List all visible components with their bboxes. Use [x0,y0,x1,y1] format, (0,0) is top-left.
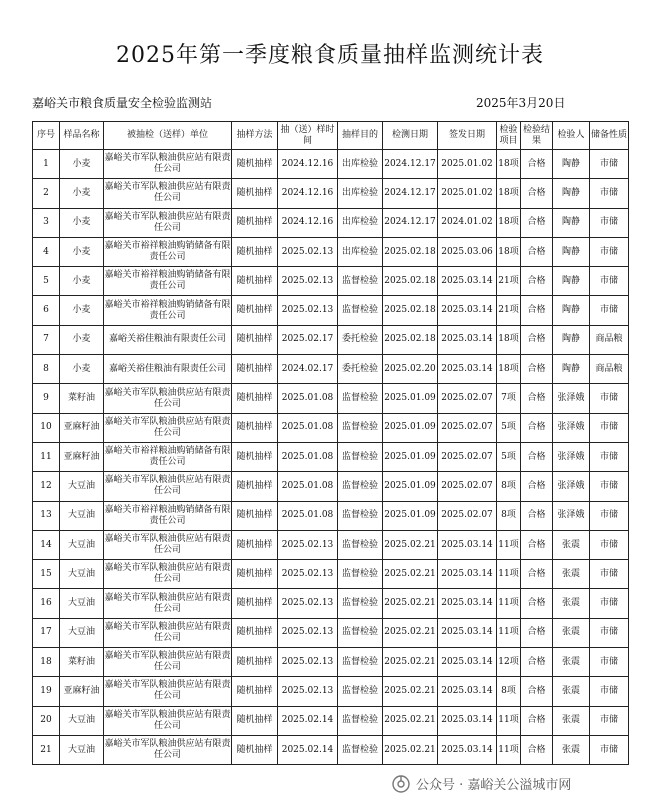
cell-purpose: 监督检验 [338,267,383,296]
cell-items: 5项 [497,413,521,442]
cell-items: 18项 [497,237,521,266]
cell-sample-name: 大豆油 [60,589,104,618]
cell-unit: 嘉峪关市裕祥粮油购销储备有限责任公司 [104,442,232,471]
cell-unit: 嘉峪关市军队粮油供应站有限责任公司 [104,150,232,179]
table-row [33,530,629,559]
cell-items: 18项 [497,325,521,354]
cell-test-date: 2025.01.09 [383,413,438,442]
cell-issue-date: 2025.03.14 [438,618,497,647]
cell-inspector: 张震 [553,677,590,706]
cell-purpose: 出库检验 [338,150,383,179]
cell-test-date: 2025.02.18 [383,296,438,325]
cell-result: 合格 [521,735,553,764]
cell-inspector: 张震 [553,618,590,647]
cell-method: 随机抽样 [232,208,278,237]
cell-purpose: 出库检验 [338,208,383,237]
table-row [33,150,629,179]
cell-items: 21项 [497,296,521,325]
cell-purpose: 监督检验 [338,472,383,501]
cell-items: 7项 [497,384,521,413]
table-row [33,208,629,237]
watermark-text: 公众号 · 嘉峪关公溢城市网 [416,778,572,793]
cell-purpose: 监督检验 [338,384,383,413]
cell-method: 随机抽样 [232,677,278,706]
cell-items: 11项 [497,735,521,764]
cell-result: 合格 [521,648,553,677]
cell-issue-date: 2025.03.14 [438,560,497,589]
cell-inspector: 陶静 [553,296,590,325]
cell-sampling-time: 2025.01.08 [278,442,338,471]
cell-sample-name: 大豆油 [60,735,104,764]
cell-unit: 嘉峪关市军队粮油供应站有限责任公司 [104,735,232,764]
cell-items: 18项 [497,208,521,237]
header-inspector: 检验人 [553,122,590,150]
cell-unit: 嘉峪关市裕祥粮油购销储备有限责任公司 [104,296,232,325]
cell-sampling-time: 2025.02.14 [278,706,338,735]
cell-items: 11项 [497,560,521,589]
cell-reserve-type: 市储 [590,530,629,559]
cell-seq: 15 [33,560,60,589]
cell-sampling-time: 2025.02.13 [278,237,338,266]
cell-reserve-type: 市储 [590,618,629,647]
cell-seq: 16 [33,589,60,618]
cell-seq: 5 [33,267,60,296]
cell-inspector: 张泽娥 [553,413,590,442]
cell-sampling-time: 2025.02.13 [278,296,338,325]
sampling-table [32,121,629,765]
cell-method: 随机抽样 [232,237,278,266]
cell-method: 随机抽样 [232,179,278,208]
cell-reserve-type: 市储 [590,501,629,530]
cell-seq: 10 [33,413,60,442]
cell-issue-date: 2025.03.14 [438,677,497,706]
cell-purpose: 委托检验 [338,325,383,354]
cell-inspector: 张震 [553,589,590,618]
table-row [33,179,629,208]
cell-unit: 嘉峪关市军队粮油供应站有限责任公司 [104,560,232,589]
cell-test-date: 2025.02.18 [383,237,438,266]
cell-purpose: 监督检验 [338,648,383,677]
cell-items: 8项 [497,472,521,501]
cell-sample-name: 大豆油 [60,618,104,647]
header-unit: 被抽检（送样）单位 [104,122,232,150]
cell-method: 随机抽样 [232,325,278,354]
cell-sample-name: 大豆油 [60,530,104,559]
cell-purpose: 监督检验 [338,413,383,442]
cell-sample-name: 大豆油 [60,472,104,501]
cell-test-date: 2024.12.17 [383,208,438,237]
cell-seq: 7 [33,325,60,354]
table-row [33,589,629,618]
cell-sampling-time: 2025.02.13 [278,618,338,647]
cell-test-date: 2025.01.09 [383,501,438,530]
cell-reserve-type: 市储 [590,677,629,706]
cell-reserve-type: 商品粮 [590,355,629,384]
cell-sampling-time: 2024.12.16 [278,150,338,179]
cell-issue-date: 2025.03.14 [438,355,497,384]
cell-seq: 2 [33,179,60,208]
cell-inspector: 陶静 [553,237,590,266]
cell-items: 11项 [497,589,521,618]
cell-issue-date: 2025.02.07 [438,384,497,413]
cell-unit: 嘉峪关市军队粮油供应站有限责任公司 [104,589,232,618]
cell-inspector: 陶静 [553,208,590,237]
cell-sampling-time: 2025.02.13 [278,677,338,706]
cell-unit: 嘉峪关市裕祥粮油购销储备有限责任公司 [104,267,232,296]
cell-sampling-time: 2025.01.08 [278,413,338,442]
cell-method: 随机抽样 [232,267,278,296]
cell-test-date: 2025.02.21 [383,706,438,735]
cell-unit: 嘉峪关市军队粮油供应站有限责任公司 [104,208,232,237]
cell-test-date: 2025.01.09 [383,442,438,471]
cell-items: 12项 [497,648,521,677]
cell-seq: 14 [33,530,60,559]
cell-test-date: 2025.02.18 [383,267,438,296]
cell-unit: 嘉峪关市军队粮油供应站有限责任公司 [104,648,232,677]
cell-result: 合格 [521,677,553,706]
cell-method: 随机抽样 [232,150,278,179]
table-row [33,501,629,530]
cell-method: 随机抽样 [232,618,278,647]
cell-reserve-type: 市储 [590,413,629,442]
cell-issue-date: 2025.03.14 [438,735,497,764]
cell-reserve-type: 市储 [590,472,629,501]
cell-unit: 嘉峪关市军队粮油供应站有限责任公司 [104,472,232,501]
cell-result: 合格 [521,530,553,559]
cell-purpose: 监督检验 [338,706,383,735]
cell-sampling-time: 2024.12.16 [278,179,338,208]
cell-test-date: 2025.02.21 [383,735,438,764]
table-row [33,618,629,647]
cell-reserve-type: 商品粮 [590,325,629,354]
cell-issue-date: 2025.03.06 [438,237,497,266]
cell-result: 合格 [521,237,553,266]
header-purpose: 抽样目的 [338,122,383,150]
cell-result: 合格 [521,150,553,179]
table-row [33,735,629,764]
cell-method: 随机抽样 [232,472,278,501]
cell-sampling-time: 2024.12.16 [278,208,338,237]
cell-unit: 嘉峪关市军队粮油供应站有限责任公司 [104,179,232,208]
cell-method: 随机抽样 [232,296,278,325]
table-body [33,150,629,765]
cell-sample-name: 亚麻籽油 [60,442,104,471]
cell-sample-name: 菜籽油 [60,384,104,413]
cell-method: 随机抽样 [232,530,278,559]
cell-sampling-time: 2025.02.17 [278,325,338,354]
cell-unit: 嘉峪关市军队粮油供应站有限责任公司 [104,677,232,706]
cell-inspector: 陶静 [553,355,590,384]
cell-sampling-time: 2025.02.13 [278,530,338,559]
cell-purpose: 监督检验 [338,589,383,618]
cell-purpose: 出库检验 [338,237,383,266]
table-row [33,560,629,589]
page-title: 2025年第一季度粮食质量抽样监测统计表 [116,43,544,68]
table-row [33,648,629,677]
table-row [33,296,629,325]
cell-test-date: 2025.01.09 [383,472,438,501]
cell-issue-date: 2025.03.14 [438,648,497,677]
cell-result: 合格 [521,179,553,208]
cell-issue-date: 2025.03.14 [438,706,497,735]
cell-result: 合格 [521,267,553,296]
cell-issue-date: 2025.03.14 [438,325,497,354]
cell-seq: 6 [33,296,60,325]
cell-result: 合格 [521,442,553,471]
table-header-row [33,122,629,150]
table-row [33,706,629,735]
cell-inspector: 张震 [553,735,590,764]
cell-result: 合格 [521,325,553,354]
cell-inspector: 张震 [553,530,590,559]
cell-sampling-time: 2025.02.13 [278,267,338,296]
cell-reserve-type: 市储 [590,735,629,764]
cell-unit: 嘉峪关市裕祥粮油购销储备有限责任公司 [104,501,232,530]
header-result: 检验结果 [521,122,553,150]
cell-issue-date: 2025.02.07 [438,501,497,530]
cell-method: 随机抽样 [232,560,278,589]
cell-method: 随机抽样 [232,384,278,413]
cell-sample-name: 小麦 [60,150,104,179]
cell-sample-name: 小麦 [60,325,104,354]
cell-seq: 9 [33,384,60,413]
cell-unit: 嘉峪关市军队粮油供应站有限责任公司 [104,530,232,559]
cell-reserve-type: 市储 [590,648,629,677]
cell-sample-name: 大豆油 [60,560,104,589]
cell-purpose: 监督检验 [338,618,383,647]
cell-unit: 嘉峪关市军队粮油供应站有限责任公司 [104,384,232,413]
cell-result: 合格 [521,384,553,413]
cell-sampling-time: 2025.01.08 [278,472,338,501]
cell-method: 随机抽样 [232,589,278,618]
cell-test-date: 2025.02.21 [383,589,438,618]
cell-purpose: 监督检验 [338,501,383,530]
cell-issue-date: 2025.02.07 [438,413,497,442]
cell-items: 21项 [497,267,521,296]
cell-seq: 11 [33,442,60,471]
cell-reserve-type: 市储 [590,179,629,208]
cell-sample-name: 小麦 [60,179,104,208]
table-row [33,384,629,413]
organization-name: 嘉峪关市粮食质量安全检验监测站 [32,96,213,110]
cell-method: 随机抽样 [232,413,278,442]
cell-reserve-type: 市储 [590,560,629,589]
cell-items: 11项 [497,618,521,647]
cell-reserve-type: 市储 [590,384,629,413]
cell-issue-date: 2025.02.07 [438,442,497,471]
cell-unit: 嘉峪关市军队粮油供应站有限责任公司 [104,706,232,735]
cell-sample-name: 大豆油 [60,706,104,735]
table-row [33,442,629,471]
cell-method: 随机抽样 [232,735,278,764]
cell-sampling-time: 2025.02.13 [278,648,338,677]
cell-seq: 13 [33,501,60,530]
cell-sampling-time: 2025.02.14 [278,735,338,764]
header-seq: 序号 [33,122,60,150]
cell-reserve-type: 市储 [590,589,629,618]
table-row [33,325,629,354]
cell-purpose: 委托检验 [338,355,383,384]
cell-test-date: 2025.02.20 [383,355,438,384]
cell-sample-name: 亚麻籽油 [60,413,104,442]
cell-sampling-time: 2025.02.13 [278,560,338,589]
cell-result: 合格 [521,413,553,442]
cell-sampling-time: 2025.01.08 [278,501,338,530]
cell-seq: 12 [33,472,60,501]
header-sample-name: 样品名称 [60,122,104,150]
cell-seq: 21 [33,735,60,764]
cell-inspector: 张泽娥 [553,384,590,413]
cell-result: 合格 [521,296,553,325]
cell-sampling-time: 2024.02.17 [278,355,338,384]
cell-purpose: 监督检验 [338,442,383,471]
cell-items: 11项 [497,706,521,735]
cell-sampling-time: 2025.02.13 [278,589,338,618]
cell-method: 随机抽样 [232,706,278,735]
cell-issue-date: 2025.01.02 [438,150,497,179]
cell-sampling-time: 2025.01.08 [278,384,338,413]
cell-purpose: 监督检验 [338,560,383,589]
cell-test-date: 2024.12.17 [383,179,438,208]
table-row [33,355,629,384]
cell-method: 随机抽样 [232,355,278,384]
cell-purpose: 监督检验 [338,735,383,764]
cell-purpose: 监督检验 [338,296,383,325]
cell-inspector: 陶静 [553,325,590,354]
cell-inspector: 张震 [553,560,590,589]
cell-method: 随机抽样 [232,501,278,530]
cell-items: 18项 [497,355,521,384]
cell-test-date: 2024.12.17 [383,150,438,179]
cell-inspector: 陶静 [553,150,590,179]
cell-sample-name: 大豆油 [60,501,104,530]
cell-result: 合格 [521,208,553,237]
cell-unit: 嘉峪关市军队粮油供应站有限责任公司 [104,413,232,442]
cell-reserve-type: 市储 [590,208,629,237]
cell-result: 合格 [521,355,553,384]
cell-reserve-type: 市储 [590,237,629,266]
cell-test-date: 2025.02.18 [383,325,438,354]
cell-test-date: 2025.02.21 [383,560,438,589]
cell-items: 18项 [497,179,521,208]
header-test-date: 检测日期 [383,122,438,150]
cell-reserve-type: 市储 [590,296,629,325]
cell-inspector: 张泽娥 [553,501,590,530]
cell-issue-date: 2025.03.14 [438,296,497,325]
cell-test-date: 2025.02.21 [383,677,438,706]
cell-sample-name: 小麦 [60,208,104,237]
cell-sample-name: 小麦 [60,355,104,384]
cell-test-date: 2025.01.09 [383,384,438,413]
cell-inspector: 张震 [553,706,590,735]
cell-inspector: 陶静 [553,179,590,208]
cell-reserve-type: 市储 [590,706,629,735]
cell-seq: 20 [33,706,60,735]
cell-result: 合格 [521,618,553,647]
cell-sample-name: 小麦 [60,296,104,325]
cell-method: 随机抽样 [232,442,278,471]
cell-seq: 19 [33,677,60,706]
cell-items: 8项 [497,677,521,706]
cell-items: 18项 [497,150,521,179]
cell-unit: 嘉峪关市军队粮油供应站有限责任公司 [104,618,232,647]
cell-inspector: 陶静 [553,267,590,296]
cell-result: 合格 [521,589,553,618]
cell-seq: 1 [33,150,60,179]
report-date: 2025年3月20日 [476,96,566,110]
cell-seq: 3 [33,208,60,237]
cell-unit: 嘉峪关裕佳粮油有限责任公司 [104,325,232,354]
cell-seq: 4 [33,237,60,266]
cell-sample-name: 亚麻籽油 [60,677,104,706]
table-row [33,237,629,266]
cell-sample-name: 小麦 [60,237,104,266]
cell-items: 8项 [497,501,521,530]
cell-result: 合格 [521,706,553,735]
cell-result: 合格 [521,472,553,501]
wechat-official-account-icon [392,775,410,793]
cell-seq: 8 [33,355,60,384]
table-row [33,677,629,706]
cell-issue-date: 2025.03.14 [438,530,497,559]
cell-reserve-type: 市储 [590,267,629,296]
table-row [33,413,629,442]
header-sampling-time: 抽（送）样时间 [278,122,338,150]
cell-seq: 17 [33,618,60,647]
cell-purpose: 监督检验 [338,677,383,706]
cell-issue-date: 2025.02.07 [438,472,497,501]
cell-issue-date: 2025.03.14 [438,589,497,618]
cell-reserve-type: 市储 [590,442,629,471]
cell-unit: 嘉峪关裕佳粮油有限责任公司 [104,355,232,384]
cell-purpose: 监督检验 [338,530,383,559]
cell-reserve-type: 市储 [590,150,629,179]
cell-inspector: 张泽娥 [553,442,590,471]
cell-inspector: 张泽娥 [553,472,590,501]
cell-issue-date: 2025.01.02 [438,179,497,208]
cell-sample-name: 小麦 [60,267,104,296]
cell-test-date: 2025.02.21 [383,530,438,559]
table-row [33,472,629,501]
cell-test-date: 2025.02.21 [383,618,438,647]
cell-test-date: 2025.02.21 [383,648,438,677]
header-reserve-type: 储备性质 [590,122,629,150]
cell-method: 随机抽样 [232,648,278,677]
header-method: 抽样方法 [232,122,278,150]
cell-items: 5项 [497,442,521,471]
cell-result: 合格 [521,560,553,589]
watermark [388,772,575,795]
cell-seq: 18 [33,648,60,677]
cell-issue-date: 2024.01.02 [438,208,497,237]
cell-inspector: 张震 [553,648,590,677]
table-row [33,267,629,296]
cell-issue-date: 2025.03.14 [438,267,497,296]
cell-sample-name: 菜籽油 [60,648,104,677]
cell-purpose: 出库检验 [338,179,383,208]
header-issue-date: 签发日期 [438,122,497,150]
cell-result: 合格 [521,501,553,530]
cell-items: 11项 [497,530,521,559]
header-items: 检验项目 [497,122,521,150]
cell-unit: 嘉峪关市裕祥粮油购销储备有限责任公司 [104,237,232,266]
